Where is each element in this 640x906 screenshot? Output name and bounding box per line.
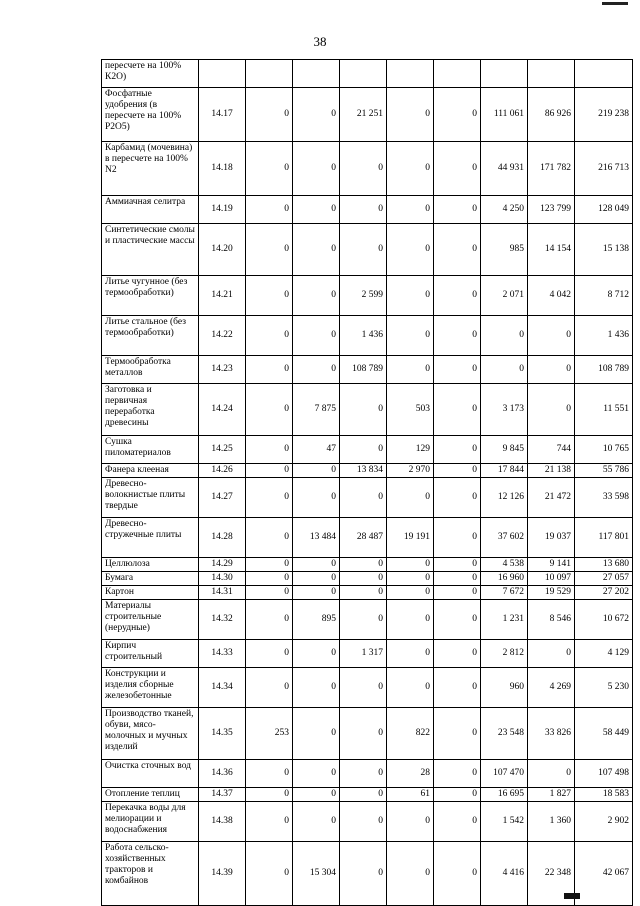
value-cell: 4 042 xyxy=(528,276,575,316)
row-code: 14.25 xyxy=(199,436,246,464)
row-code: 14.22 xyxy=(199,316,246,356)
row-name: Аммиачная селитра xyxy=(102,196,199,224)
value-cell: 0 xyxy=(434,842,481,906)
value-cell: 0 xyxy=(340,558,387,572)
value-cell: 216 713 xyxy=(575,142,633,196)
value-cell: 0 xyxy=(246,196,293,224)
value-cell: 13 680 xyxy=(575,558,633,572)
row-code: 14.33 xyxy=(199,640,246,668)
table-row xyxy=(102,224,633,276)
value-cell: 128 049 xyxy=(575,196,633,224)
row-code: 14.28 xyxy=(199,518,246,558)
value-cell: 10 672 xyxy=(575,600,633,640)
value-cell: 0 xyxy=(481,316,528,356)
value-cell: 15 304 xyxy=(293,842,340,906)
row-code: 14.36 xyxy=(199,760,246,788)
value-cell: 11 551 xyxy=(575,384,633,436)
value-cell: 12 126 xyxy=(481,478,528,518)
value-cell: 1 827 xyxy=(528,788,575,802)
value-cell: 15 138 xyxy=(575,224,633,276)
table-row xyxy=(102,60,633,88)
row-name: пересчете на 100% К2О) xyxy=(102,60,199,88)
row-name: Фанера клееная xyxy=(102,464,199,478)
value-cell: 0 xyxy=(528,316,575,356)
value-cell: 0 xyxy=(246,316,293,356)
value-cell: 0 xyxy=(246,600,293,640)
value-cell: 28 xyxy=(387,760,434,788)
value-cell: 0 xyxy=(387,478,434,518)
row-name: Фосфатные удобрения (в пересчете на 100% Р2О5) xyxy=(102,88,199,142)
row-code xyxy=(199,60,246,88)
value-cell: 0 xyxy=(340,572,387,586)
value-cell: 47 xyxy=(293,436,340,464)
value-cell: 0 xyxy=(434,384,481,436)
table-row xyxy=(102,518,633,558)
value-cell: 0 xyxy=(246,436,293,464)
value-cell: 0 xyxy=(340,668,387,708)
row-code: 14.30 xyxy=(199,572,246,586)
value-cell: 0 xyxy=(340,586,387,600)
value-cell: 0 xyxy=(293,196,340,224)
value-cell: 7 875 xyxy=(293,384,340,436)
value-cell: 0 xyxy=(340,802,387,842)
value-cell: 0 xyxy=(387,668,434,708)
row-name: Производство тканей, обуви, мясо-молочных и мучных изделий xyxy=(102,708,199,760)
value-cell xyxy=(434,60,481,88)
value-cell: 0 xyxy=(246,842,293,906)
row-name: Термообработка металлов xyxy=(102,356,199,384)
value-cell: 1 436 xyxy=(575,316,633,356)
value-cell: 117 801 xyxy=(575,518,633,558)
value-cell: 0 xyxy=(387,842,434,906)
value-cell: 19 529 xyxy=(528,586,575,600)
value-cell: 13 834 xyxy=(340,464,387,478)
value-cell: 0 xyxy=(246,224,293,276)
value-cell: 0 xyxy=(387,276,434,316)
value-cell: 0 xyxy=(434,478,481,518)
value-cell: 0 xyxy=(246,788,293,802)
row-name: Отопление теплиц xyxy=(102,788,199,802)
value-cell: 0 xyxy=(293,572,340,586)
value-cell: 0 xyxy=(434,640,481,668)
value-cell: 0 xyxy=(340,436,387,464)
value-cell: 0 xyxy=(246,668,293,708)
value-cell: 0 xyxy=(387,196,434,224)
value-cell: 58 449 xyxy=(575,708,633,760)
value-cell: 0 xyxy=(434,600,481,640)
value-cell: 0 xyxy=(340,224,387,276)
table-row xyxy=(102,436,633,464)
row-name: Бумага xyxy=(102,572,199,586)
value-cell: 0 xyxy=(340,788,387,802)
row-code: 14.21 xyxy=(199,276,246,316)
value-cell: 0 xyxy=(246,88,293,142)
row-code: 14.27 xyxy=(199,478,246,518)
value-cell: 0 xyxy=(434,88,481,142)
table-row xyxy=(102,558,633,572)
value-cell: 23 548 xyxy=(481,708,528,760)
value-cell: 0 xyxy=(434,802,481,842)
table-row xyxy=(102,708,633,760)
value-cell: 28 487 xyxy=(340,518,387,558)
row-code: 14.32 xyxy=(199,600,246,640)
value-cell: 2 902 xyxy=(575,802,633,842)
table-row xyxy=(102,196,633,224)
row-code: 14.23 xyxy=(199,356,246,384)
value-cell: 0 xyxy=(340,196,387,224)
value-cell: 744 xyxy=(528,436,575,464)
value-cell xyxy=(340,60,387,88)
value-cell: 0 xyxy=(387,88,434,142)
value-cell: 0 xyxy=(246,586,293,600)
value-cell: 111 061 xyxy=(481,88,528,142)
row-name: Синтетические смолы и пластические массы xyxy=(102,224,199,276)
table-row xyxy=(102,788,633,802)
value-cell: 2 599 xyxy=(340,276,387,316)
value-cell: 37 602 xyxy=(481,518,528,558)
row-code: 14.31 xyxy=(199,586,246,600)
value-cell: 0 xyxy=(246,478,293,518)
row-code: 14.39 xyxy=(199,842,246,906)
value-cell: 0 xyxy=(340,842,387,906)
value-cell: 0 xyxy=(293,224,340,276)
table-row xyxy=(102,276,633,316)
value-cell: 0 xyxy=(293,788,340,802)
value-cell: 0 xyxy=(434,586,481,600)
value-cell: 985 xyxy=(481,224,528,276)
table-row xyxy=(102,760,633,788)
value-cell: 0 xyxy=(481,356,528,384)
value-cell: 0 xyxy=(246,558,293,572)
value-cell: 0 xyxy=(293,478,340,518)
value-cell: 8 712 xyxy=(575,276,633,316)
value-cell: 0 xyxy=(340,142,387,196)
row-name: Древесно-стружечные плиты xyxy=(102,518,199,558)
value-cell: 10 097 xyxy=(528,572,575,586)
value-cell: 2 812 xyxy=(481,640,528,668)
energy-table xyxy=(101,59,633,906)
value-cell: 0 xyxy=(246,802,293,842)
table-row xyxy=(102,668,633,708)
row-code: 14.20 xyxy=(199,224,246,276)
value-cell: 0 xyxy=(434,436,481,464)
table-row xyxy=(102,316,633,356)
value-cell: 0 xyxy=(340,708,387,760)
value-cell: 0 xyxy=(387,600,434,640)
value-cell: 0 xyxy=(434,142,481,196)
value-cell: 123 799 xyxy=(528,196,575,224)
value-cell: 0 xyxy=(434,316,481,356)
bottom-mark xyxy=(564,893,580,899)
value-cell: 17 844 xyxy=(481,464,528,478)
value-cell: 0 xyxy=(434,572,481,586)
value-cell: 0 xyxy=(246,384,293,436)
value-cell: 0 xyxy=(387,640,434,668)
value-cell: 822 xyxy=(387,708,434,760)
value-cell: 0 xyxy=(434,708,481,760)
table-row xyxy=(102,356,633,384)
value-cell: 0 xyxy=(387,356,434,384)
row-name: Сушка пиломатериалов xyxy=(102,436,199,464)
value-cell: 4 416 xyxy=(481,842,528,906)
value-cell: 0 xyxy=(293,88,340,142)
value-cell: 0 xyxy=(293,142,340,196)
value-cell xyxy=(528,60,575,88)
table-row xyxy=(102,600,633,640)
row-code: 14.17 xyxy=(199,88,246,142)
row-name: Целлюлоза xyxy=(102,558,199,572)
row-name: Работа сельско-хозяйственных тракторов и комбайнов xyxy=(102,842,199,906)
table-row xyxy=(102,640,633,668)
value-cell: 13 484 xyxy=(293,518,340,558)
value-cell: 108 789 xyxy=(575,356,633,384)
row-name: Конструкции и изделия сборные железобетонные xyxy=(102,668,199,708)
value-cell: 5 230 xyxy=(575,668,633,708)
value-cell: 960 xyxy=(481,668,528,708)
value-cell: 4 129 xyxy=(575,640,633,668)
value-cell: 0 xyxy=(293,316,340,356)
value-cell: 1 317 xyxy=(340,640,387,668)
value-cell: 0 xyxy=(387,224,434,276)
value-cell: 18 583 xyxy=(575,788,633,802)
value-cell: 0 xyxy=(387,802,434,842)
value-cell: 21 472 xyxy=(528,478,575,518)
row-code: 14.34 xyxy=(199,668,246,708)
row-code: 14.37 xyxy=(199,788,246,802)
value-cell: 19 191 xyxy=(387,518,434,558)
corner-mark xyxy=(602,2,628,5)
value-cell: 129 xyxy=(387,436,434,464)
value-cell xyxy=(575,60,633,88)
value-cell: 3 173 xyxy=(481,384,528,436)
row-name: Литье стальное (без термообработки) xyxy=(102,316,199,356)
value-cell: 0 xyxy=(434,518,481,558)
table-row xyxy=(102,478,633,518)
value-cell: 19 037 xyxy=(528,518,575,558)
value-cell: 107 498 xyxy=(575,760,633,788)
value-cell: 16 960 xyxy=(481,572,528,586)
value-cell: 0 xyxy=(387,586,434,600)
value-cell: 4 269 xyxy=(528,668,575,708)
value-cell: 0 xyxy=(246,142,293,196)
value-cell: 0 xyxy=(246,572,293,586)
value-cell: 171 782 xyxy=(528,142,575,196)
table-row xyxy=(102,802,633,842)
value-cell: 33 826 xyxy=(528,708,575,760)
row-name: Очистка сточных вод xyxy=(102,760,199,788)
value-cell: 2 071 xyxy=(481,276,528,316)
value-cell: 8 546 xyxy=(528,600,575,640)
value-cell: 2 970 xyxy=(387,464,434,478)
table-row xyxy=(102,384,633,436)
value-cell: 4 250 xyxy=(481,196,528,224)
value-cell: 0 xyxy=(434,464,481,478)
table-row xyxy=(102,572,633,586)
value-cell: 0 xyxy=(528,384,575,436)
value-cell: 0 xyxy=(293,802,340,842)
row-name: Картон xyxy=(102,586,199,600)
value-cell: 895 xyxy=(293,600,340,640)
value-cell: 1 231 xyxy=(481,600,528,640)
row-code: 14.18 xyxy=(199,142,246,196)
value-cell: 0 xyxy=(293,640,340,668)
value-cell: 0 xyxy=(528,356,575,384)
value-cell: 0 xyxy=(293,668,340,708)
value-cell: 0 xyxy=(434,196,481,224)
value-cell: 10 765 xyxy=(575,436,633,464)
table-row xyxy=(102,142,633,196)
value-cell: 4 538 xyxy=(481,558,528,572)
value-cell: 0 xyxy=(246,760,293,788)
value-cell: 0 xyxy=(434,760,481,788)
value-cell: 0 xyxy=(246,356,293,384)
value-cell: 33 598 xyxy=(575,478,633,518)
value-cell: 0 xyxy=(340,600,387,640)
value-cell: 16 695 xyxy=(481,788,528,802)
value-cell: 0 xyxy=(293,586,340,600)
value-cell: 7 672 xyxy=(481,586,528,600)
row-name: Перекачка воды для мелиорации и водоснабжения xyxy=(102,802,199,842)
row-name: Кирпич строительный xyxy=(102,640,199,668)
row-name: Материалы строительные (нерудные) xyxy=(102,600,199,640)
value-cell: 42 067 xyxy=(575,842,633,906)
value-cell: 0 xyxy=(387,572,434,586)
value-cell: 0 xyxy=(293,276,340,316)
value-cell: 0 xyxy=(246,464,293,478)
value-cell: 21 251 xyxy=(340,88,387,142)
row-code: 14.19 xyxy=(199,196,246,224)
value-cell: 108 789 xyxy=(340,356,387,384)
value-cell: 0 xyxy=(293,760,340,788)
row-code: 14.29 xyxy=(199,558,246,572)
value-cell: 14 154 xyxy=(528,224,575,276)
value-cell: 0 xyxy=(246,518,293,558)
value-cell: 0 xyxy=(434,224,481,276)
value-cell: 107 470 xyxy=(481,760,528,788)
value-cell: 0 xyxy=(387,142,434,196)
row-code: 14.24 xyxy=(199,384,246,436)
value-cell: 0 xyxy=(340,478,387,518)
value-cell: 0 xyxy=(293,356,340,384)
table-row xyxy=(102,88,633,142)
row-code: 14.38 xyxy=(199,802,246,842)
value-cell: 27 057 xyxy=(575,572,633,586)
value-cell xyxy=(246,60,293,88)
value-cell: 27 202 xyxy=(575,586,633,600)
value-cell: 55 786 xyxy=(575,464,633,478)
table-row xyxy=(102,586,633,600)
table-row xyxy=(102,464,633,478)
value-cell: 0 xyxy=(434,356,481,384)
row-code: 14.35 xyxy=(199,708,246,760)
value-cell: 0 xyxy=(387,316,434,356)
page-number: 38 xyxy=(313,34,327,49)
value-cell: 1 436 xyxy=(340,316,387,356)
value-cell: 0 xyxy=(528,760,575,788)
table-row xyxy=(102,842,633,906)
value-cell: 0 xyxy=(528,640,575,668)
value-cell: 21 138 xyxy=(528,464,575,478)
value-cell: 0 xyxy=(340,384,387,436)
value-cell: 0 xyxy=(340,760,387,788)
value-cell: 1 542 xyxy=(481,802,528,842)
value-cell: 9 845 xyxy=(481,436,528,464)
value-cell xyxy=(481,60,528,88)
value-cell: 0 xyxy=(293,558,340,572)
value-cell: 22 348 xyxy=(528,842,575,906)
value-cell: 503 xyxy=(387,384,434,436)
value-cell: 0 xyxy=(293,464,340,478)
row-code: 14.26 xyxy=(199,464,246,478)
value-cell: 9 141 xyxy=(528,558,575,572)
row-name: Карбамид (мочевина) в пересчете на 100% N2 xyxy=(102,142,199,196)
value-cell: 61 xyxy=(387,788,434,802)
value-cell: 0 xyxy=(434,788,481,802)
value-cell: 0 xyxy=(434,668,481,708)
value-cell xyxy=(387,60,434,88)
row-name: Заготовка и первичная переработка древесины xyxy=(102,384,199,436)
value-cell: 219 238 xyxy=(575,88,633,142)
value-cell: 0 xyxy=(434,276,481,316)
value-cell: 0 xyxy=(387,558,434,572)
value-cell: 0 xyxy=(434,558,481,572)
value-cell: 0 xyxy=(293,708,340,760)
value-cell: 253 xyxy=(246,708,293,760)
row-name: Древесно-волокнистые плиты твердые xyxy=(102,478,199,518)
value-cell: 0 xyxy=(246,640,293,668)
value-cell: 0 xyxy=(246,276,293,316)
value-cell: 1 360 xyxy=(528,802,575,842)
value-cell: 44 931 xyxy=(481,142,528,196)
value-cell: 86 926 xyxy=(528,88,575,142)
row-name: Литье чугунное (без термообработки) xyxy=(102,276,199,316)
value-cell xyxy=(293,60,340,88)
